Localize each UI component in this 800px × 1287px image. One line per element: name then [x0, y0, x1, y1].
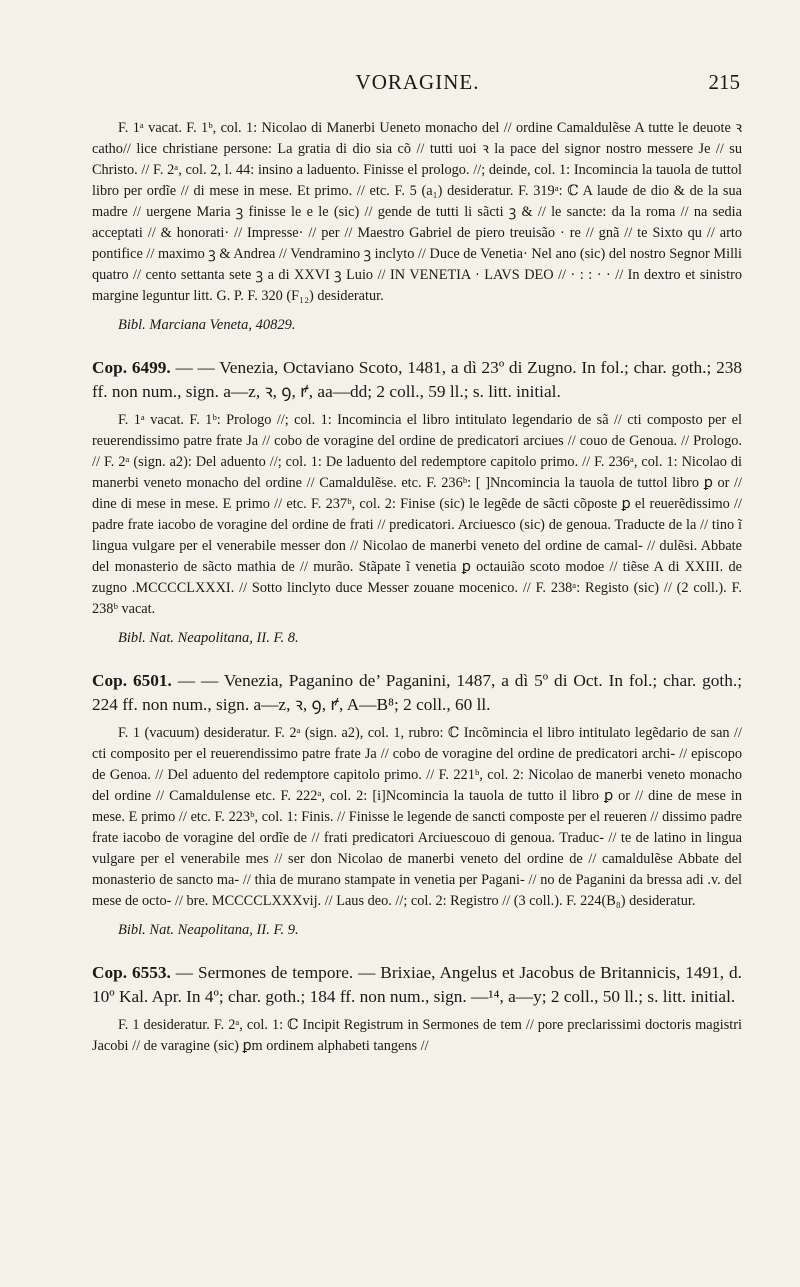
- running-title: VORAGINE.: [355, 70, 480, 94]
- entry-head-text: — — Venezia, Octaviano Scoto, 1481, a dì 23º di Zugno. In fol.; char. goth.; 238 ff. non num., sign. a—z, ꝛ, ꝯ, ꝵ, aa—dd; 2 coll., 59 ll.; s. litt. initial.: [92, 358, 742, 401]
- entry-body: F. 1ᵃ vacat. F. 1ᵇ: Prologo //; col. 1: Incomincia el libro intitulato legendario de sã // cti composto per el reuerendissimo patre frate Ja // cobo de voragine del ordine de predicatori arciues // couo de Genoua. // Prologo. // F. 2ᵃ (sign. a2): Del aduento //; col. 1: De laduento del redemptore capitolo primo. // F. 236ᵃ, col. 1: Nicolao di manerbi veneto monacho del ordine // Camaldulẽse. etc. F. 236ᵇ: [ ]Nncomincia la tauola de tuttol libro ꝑ or // dine di mese in mese. E primo // etc. F. 237ᵇ, col. 2: Finise (sic) le legẽde de sãcti cõposte ꝑ el reuerẽdissimo // padre frate iacobo de voragine del ordine de frati // predicatori. Arciuesco (sic) de genoua. Traducte de la // tino ĩ lingua vulgare per el venerabile messer don // Nicolao de manerbi veneto del ordine de camal- // dulẽsi. Abbate del monasterio de sãcto mathia de // murão. Stãpate ĩ venetia ꝑ octauião scoto modoe // tiẽse A di XXIII. de zugno .MCCCCLXXXI. // Sotto linclyto duce Messer zouane mocenico. // F. 238ᵃ: Registo (sic) // (2 coll.). F. 238ᵇ vacat.: [92, 412, 742, 617]
- entry-body: F. 1 desideratur. F. 2ᵃ, col. 1: ℂ Incipit Registrum in Sermones de tem // pore preclarissimi doctoris magistri Jacobi // de varagine (sic) ꝑm ordinem alphabeti tangens //: [92, 1017, 742, 1054]
- entry-intro: [92, 118, 742, 334]
- entry-body: F. 1ᵃ vacat. F. 1ᵇ, col. 1: Nicolao di Manerbi Ueneto monacho del // ordine Camaldulẽse A tutte le deuote ꝛ catho// lice christiane persone: La gratia di dio sia cõ // tutti uoi ꝛ la pace del signor nostro messere Je // su Christo. // F. 2ᵃ, col. 2, l. 44: insino a laduento. Finisse el prologo. //; deinde, col. 1: Incomincia la tauola de tuttol libro per ordĩe // di mese in mese. Et primo. // etc. F. 5 (a₁) desideratur. F. 319ᵃ: ℂ A laude de dio & de la sua madre // uergene Maria ꝫ finisse le e le (sic) // gende de tutti li sãcti ꝫ & // le sancte: da la roma // na sedia acceptati // & honorati· // Impresse· // per // Maestro Gabriel de piero treuisão · re // gnã // te Sixto qu // arto pontifice // maximo ꝫ & Andrea // Vendramino ꝫ inclyto // Duce de Venetia· Nel ano (sic) del nostro Segnor Milli quatro // cento settanta sete ꝫ a di XXVI ꝫ Luio // IN VENETIA · LAVS DEO // · : : · · // In dextro et sinistro margine leguntur litt. G. P. F. 320 (F₁₂) desideratur.: [92, 120, 742, 304]
- entry-head-text: — — Venezia, Paganino de’ Paganini, 1487, a dì 5º di Oct. In fol.; char. goth.; 224 ff. non num., sign. a—z, ꝛ, ꝯ, ꝵ, A—B⁸; 2 coll., 60 ll.: [92, 671, 742, 714]
- cop-number: Cop. 6553.: [92, 963, 171, 982]
- running-head: [95, 70, 740, 100]
- page-number: 215: [708, 70, 740, 94]
- entry-heading: [92, 669, 742, 717]
- entry-heading: [92, 961, 742, 1009]
- entry-cop-6501: [92, 669, 742, 939]
- library-reference: Bibl. Nat. Neapolitana, II. F. 9.: [118, 922, 299, 938]
- content: [92, 118, 742, 1057]
- entry-cop-6553: [92, 961, 742, 1057]
- library-reference: Bibl. Marciana Veneta, 40829.: [118, 317, 296, 333]
- entry-heading: [92, 356, 742, 404]
- cop-number: Cop. 6499.: [92, 358, 171, 377]
- entry-head-text: — Sermones de tempore. — Brixiae, Angelus et Jacobus de Britannicis, 1491, d. 10º Kal. Apr. In 4º; char. goth.; 184 ff. non num., sign. —¹⁴, a—y; 2 coll., 50 ll.; s. litt. initial.: [92, 963, 743, 1006]
- library-reference: Bibl. Nat. Neapolitana, II. F. 8.: [118, 630, 299, 646]
- entry-body: F. 1 (vacuum) desideratur. F. 2ᵃ (sign. a2), col. 1, rubro: ℂ Incõmincia el libro intitulato legẽdario de san // cti composito per el reuerendissimo patre frate Ja // cobo de voragine del ordine de predicatori archi- // episcopo de Genoa. // Del aduento del redemptore capitolo primo. // F. 221ᵇ, col. 2: Nicolao de manerbi veneto monacho del ordine // Camaldulense etc. F. 222ᵃ, col. 2: [i]Ncomincia la tauola de tutto il libro ꝑ or // dine de mese in mese. E primo // etc. F. 223ᵇ, col. 1: Finis. // Finisse le legende de sancti composte per el reueren // dissimo padre frate iacobo de voragine del ordĩe de // frati predicatori Arciuescouo di genoua. Traduc- // te de latino in lingua vulgare per el venerabile mes // ser don Nicolao de manerbi veneto del ordine de // camaldulẽse Abbate del monasterio de sancto ma- // thia de murano stampate in venetia per Pagani- // no de Paganini da bressa adi .v. del mese de octo- // bre. MCCCCLXXXvij. // Laus deo. //; col. 2: Registro // (3 coll.). F. 224(B₈) desideratur.: [92, 725, 742, 909]
- cop-number: Cop. 6501.: [92, 671, 172, 690]
- entry-cop-6499: [92, 356, 742, 647]
